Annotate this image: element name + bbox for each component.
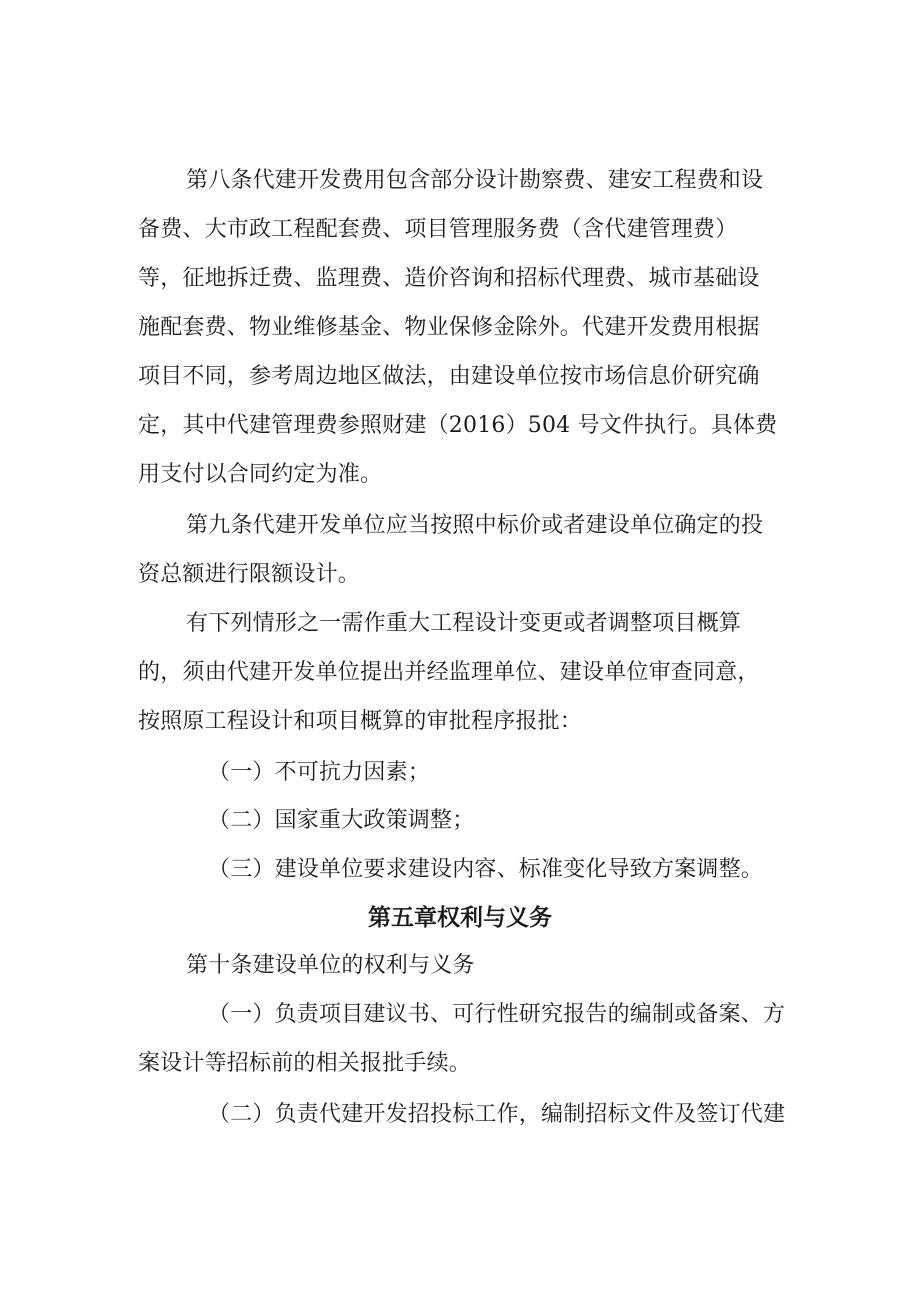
chapter-5-heading: 第五章权利与义务: [368, 905, 552, 931]
condition-item-3: （三）建设单位要求建设内容、标准变化导致方案调整。: [208, 857, 764, 882]
article9-line-1: 第九条代建开发单位应当按照中标价或者建设单位确定的投: [186, 513, 764, 538]
article8-line-4: 施配套费、物业维修基金、物业保修金除外。代建开发费用根据: [138, 315, 760, 340]
article8-line-5: 项目不同，参考周边地区做法，由建设单位按市场信息价研究确: [138, 364, 760, 389]
article10-item1-line-2: 案设计等招标前的相关报批手续。: [138, 1051, 472, 1076]
article8-line-1: 第八条代建开发费用包含部分设计勘察费、建安工程费和设: [186, 168, 764, 193]
condition-item-1: （一）不可抗力因素；: [208, 760, 431, 785]
article10-item2-line-1: （二）负责代建开发招投标工作，编制招标文件及签订代建: [208, 1102, 786, 1127]
article9-line-2: 资总额进行限额设计。: [138, 562, 361, 587]
change-conditions-line-1: 有下列情形之一需作重大工程设计变更或者调整项目概算: [186, 611, 742, 636]
change-conditions-line-3: 按照原工程设计和项目概算的审批程序报批：: [138, 709, 583, 734]
condition-item-2: （二）国家重大政策调整；: [208, 808, 475, 833]
change-conditions-line-2: 的，须由代建开发单位提出并经监理单位、建设单位审查同意，: [138, 660, 760, 685]
article10-item1-line-1: （一）负责项目建议书、可行性研究报告的编制或备案、方: [208, 1002, 786, 1027]
article8-line-7: 用支付以合同约定为准。: [138, 462, 383, 487]
article8-line-3: 等，征地拆迁费、监理费、造价咨询和招标代理费、城市基础设: [138, 266, 760, 291]
article10-title: 第十条建设单位的权利与义务: [186, 953, 475, 978]
article8-line-6: 定，其中代建管理费参照财建（2016）504 号文件执行。具体费: [138, 413, 778, 438]
article8-line-2: 备费、大市政工程配套费、项目管理服务费（含代建管理费）: [138, 217, 738, 242]
